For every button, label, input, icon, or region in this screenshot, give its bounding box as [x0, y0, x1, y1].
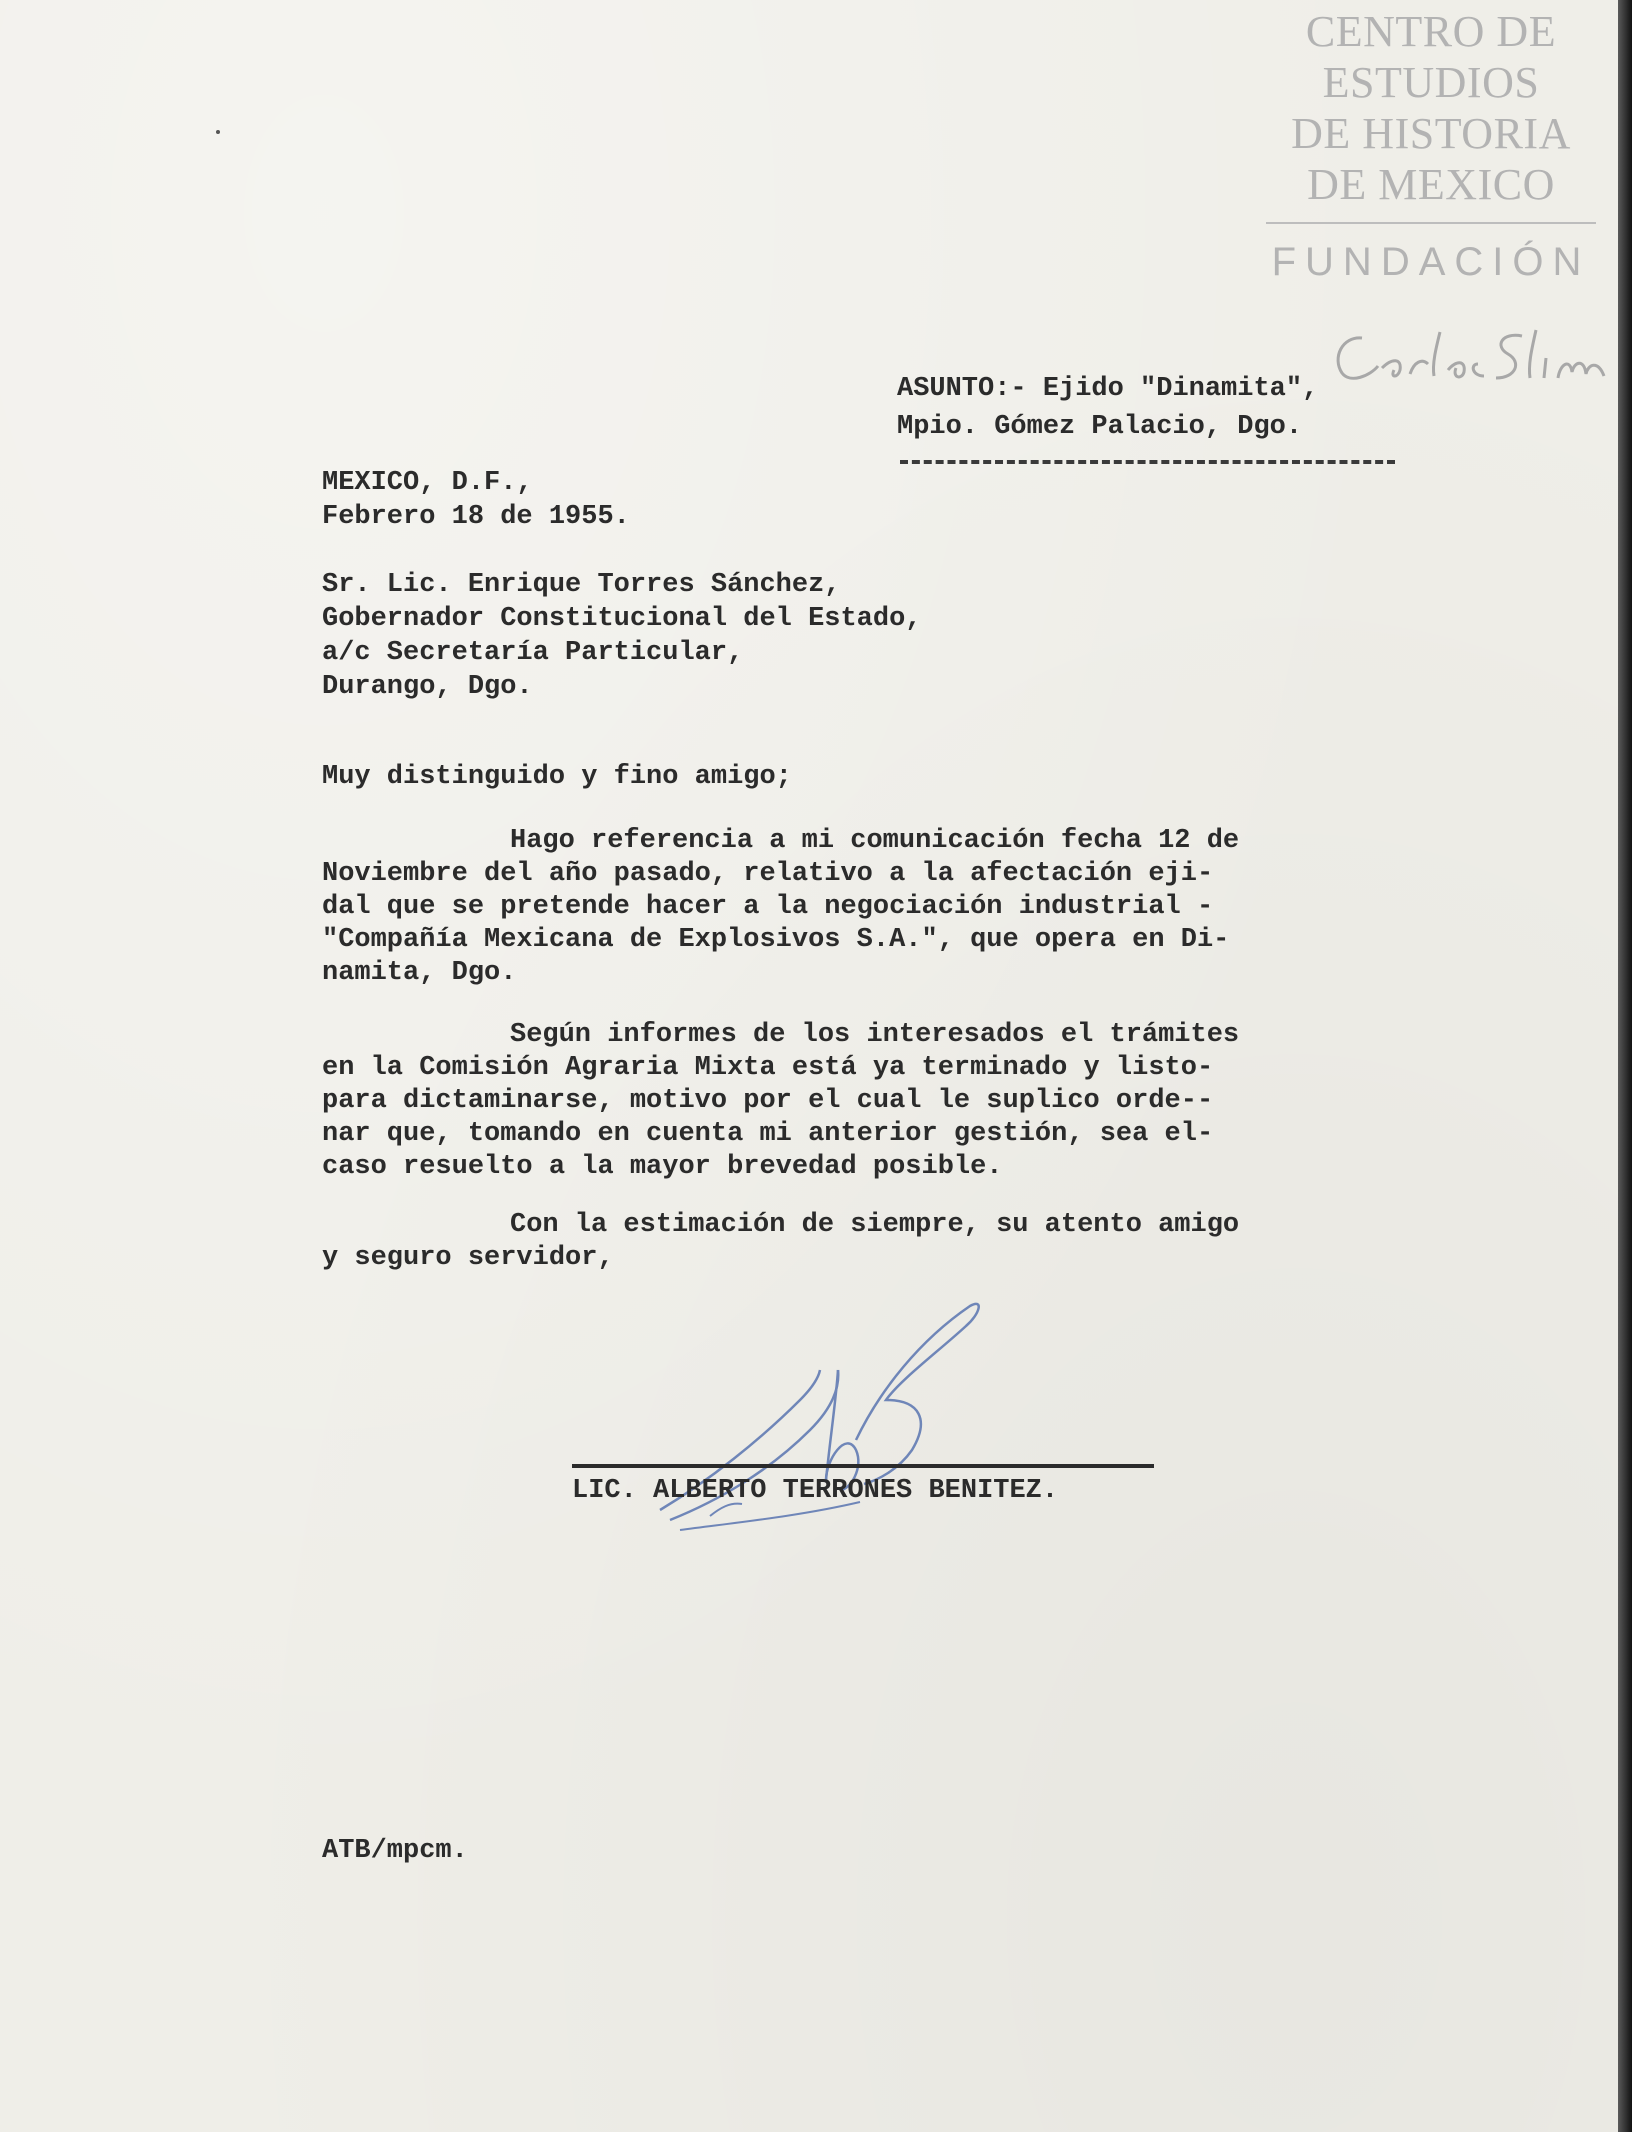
- paragraph-2: [322, 1020, 1239, 1182]
- watermark-line-2: ESTUDIOS: [1322, 58, 1540, 107]
- place-line: MEXICO, D.F.,: [322, 468, 533, 498]
- watermark-line-1: CENTRO DE: [1305, 7, 1557, 56]
- paragraph-2-line: para dictaminarse, motivo por el cual le suplico orde--: [322, 1086, 1214, 1116]
- recipient-line-3: a/c Secretaría Particular,: [322, 638, 744, 668]
- watermark-line-4: DE MEXICO: [1307, 160, 1555, 209]
- paragraph-2-line: caso resuelto a la mayor brevedad posible.: [322, 1152, 1003, 1182]
- pencil-mark: [216, 130, 220, 134]
- watermark-foundation: FUNDACIÓN: [1271, 240, 1591, 284]
- paragraph-2-line: Según informes de los interesados el trámites: [510, 1020, 1240, 1050]
- closing-line: y seguro servidor,: [322, 1243, 614, 1273]
- handwritten-signature: [650, 1290, 990, 1550]
- paragraph-1-line: Hago referencia a mi comunicación fecha 12 de: [510, 826, 1240, 856]
- recipient-line-1: Sr. Lic. Enrique Torres Sánchez,: [322, 570, 841, 600]
- subject-underline: [900, 460, 1395, 464]
- signatory-name: LIC. ALBERTO TERRONES BENITEZ.: [572, 1476, 1059, 1506]
- paragraph-2-line: en la Comisión Agraria Mixta está ya terminado y listo-: [322, 1053, 1214, 1083]
- paragraph-2-line: nar que, tomando en cuenta mi anterior gestión, sea el-: [322, 1119, 1214, 1149]
- closing-line: Con la estimación de siempre, su atento amigo: [510, 1210, 1240, 1240]
- paragraph-1-line: "Compañía Mexicana de Explosivos S.A.", que opera en Di-: [322, 925, 1230, 955]
- watermark-signature-logo: [1322, 318, 1612, 398]
- date-line: Febrero 18 de 1955.: [322, 502, 630, 532]
- recipient-line-2: Gobernador Constitucional del Estado,: [322, 604, 922, 634]
- paragraph-1-line: namita, Dgo.: [322, 958, 517, 988]
- salutation: Muy distinguido y fino amigo;: [322, 762, 792, 792]
- paragraph-1-line: dal que se pretende hacer a la negociación industrial -: [322, 892, 1214, 922]
- reference-initials: ATB/mpcm.: [322, 1836, 468, 1866]
- scan-edge: [1618, 0, 1632, 2132]
- paragraph-1: [322, 826, 1239, 988]
- recipient-line-4: Durango, Dgo.: [322, 672, 533, 702]
- paragraph-1-line: Noviembre del año pasado, relativo a la afectación eji-: [322, 859, 1214, 889]
- signature-rule: [572, 1464, 1154, 1468]
- watermark-divider: [1266, 222, 1596, 224]
- watermark: [1266, 6, 1596, 286]
- watermark-line-3: DE HISTORIA: [1291, 109, 1571, 158]
- subject-line-2: Mpio. Gómez Palacio, Dgo.: [897, 412, 1303, 442]
- closing: [322, 1210, 1239, 1273]
- subject-line-1: ASUNTO:- Ejido "Dinamita",: [897, 374, 1319, 404]
